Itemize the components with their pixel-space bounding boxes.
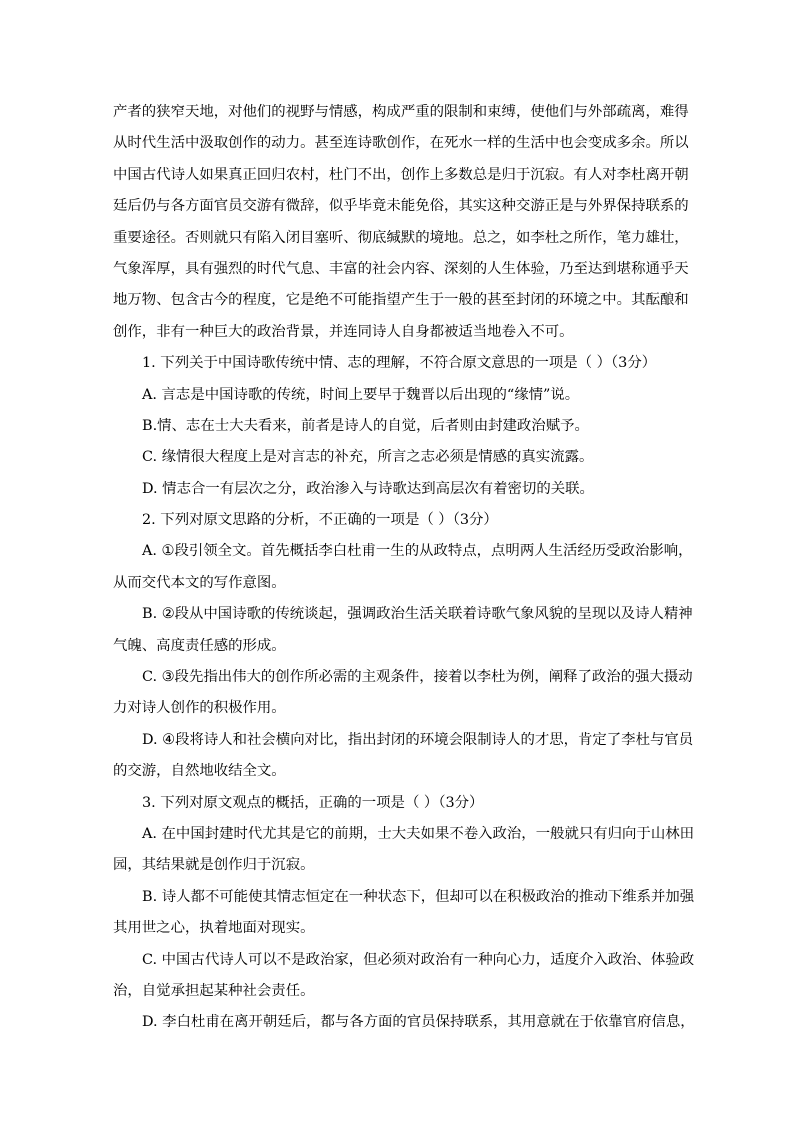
text-line: 1. 下列关于中国诗歌传统中情、志的理解，不符合原文意思的一项是（ ）（3分）: [142, 355, 657, 372]
text-line: 创作，非有一种巨大的政治背景，并连同诗人自身都被适当地卷入不可。: [113, 323, 574, 340]
text-line: 从时代生活中汲取创作的动力。甚至连诗歌创作，在死水一样的生活中也会变成多余。所以: [113, 135, 689, 152]
text-line: C. ③段先指出伟大的创作所必需的主观条件，接着以李杜为例，阐释了政治的强大摄动: [142, 669, 693, 686]
text-line: B. ②段从中国诗歌的传统谈起，强调政治生活关联着诗歌气象风貌的呈现以及诗人精神: [142, 606, 693, 623]
text-line: A. 在中国封建时代尤其是它的前期，士大夫如果不卷入政治，一般就只有归向于山林田: [142, 825, 694, 842]
text-line: 气魄、高度责任感的形成。: [113, 637, 286, 654]
text-line: 力对诗人创作的积极作用。: [113, 700, 286, 717]
text-line: A. 言志是中国诗歌的传统，时间上要早于魏晋以后出现的“缘情”说。: [142, 386, 580, 403]
text-line: 产者的狭窄天地，对他们的视野与情感，构成严重的限制和束缚，使他们与外部疏离，难得: [113, 104, 689, 120]
text-line: 廷后仍与各方面官员交游有微辞，似乎毕竟未能免俗，其实这种交游正是与外界保持联系的: [113, 198, 689, 215]
text-line: C. 中国古代诗人可以不是政治家，但必须对政治有一种向心力，适度介入政治、体验政: [142, 951, 695, 968]
text-line: 从而交代本文的写作意图。: [113, 574, 286, 591]
text-line: D. ④段将诗人和社会横向对比，指出封闭的环境会限制诗人的才思，肯定了李杜与官员: [142, 731, 694, 748]
document-body: [113, 97, 695, 1039]
text-line: 地万物、包含古今的程度，它是绝不可能指望产生于一般的甚至封闭的环境之中。其酝酿和: [113, 292, 689, 309]
text-line: D. 李白杜甫在离开朝廷后，都与各方面的官员保持联系，其用意就在于依靠官府信息，: [142, 1014, 695, 1031]
text-line: 其用世之心，执着地面对现实。: [113, 920, 315, 937]
text-line: B.情、志在士大夫看来，前者是诗人的自觉，后者则由封建政治赋予。: [142, 417, 589, 434]
text-line: B. 诗人都不可能使其情志恒定在一种状态下，但却可以在积极政治的推动下维系并加强: [142, 888, 695, 905]
text-line: 园，其结果就是创作归于沉寂。: [113, 857, 315, 874]
text-line: 治，自觉承担起某种社会责任。: [113, 982, 315, 999]
text-line: 中国古代诗人如果真正回归农村，杜门不出，创作上多数总是归于沉寂。有人对李杜离开朝: [113, 166, 689, 183]
text-line: 3. 下列对原文观点的概括，正确的一项是（ ）（3分）: [142, 794, 484, 811]
text-line: 2. 下列对原文思路的分析，不正确的一项是（ ）（3分）: [142, 512, 498, 529]
text-line: A. ①段引领全文。首先概括李白杜甫一生的从政特点，点明两人生活经历受政治影响，: [142, 543, 693, 560]
text-line: D. 情志合一有层次之分，政治渗入与诗歌达到高层次有着密切的关联。: [142, 480, 594, 497]
text-line: 的交游，自然地收结全文。: [113, 763, 286, 780]
text-line: 气象浑厚，具有强烈的时代气息、丰富的社会内容、深刻的人生体验，乃至达到堪称通乎天: [113, 260, 689, 277]
text-line: C. 缘情很大程度上是对言志的补充，所言之志必须是情感的真实流露。: [142, 449, 594, 466]
text-line: 重要途径。否则就只有陷入闭目塞听、彻底缄默的境地。总之，如李杜之所作，笔力雄壮，: [113, 229, 689, 246]
